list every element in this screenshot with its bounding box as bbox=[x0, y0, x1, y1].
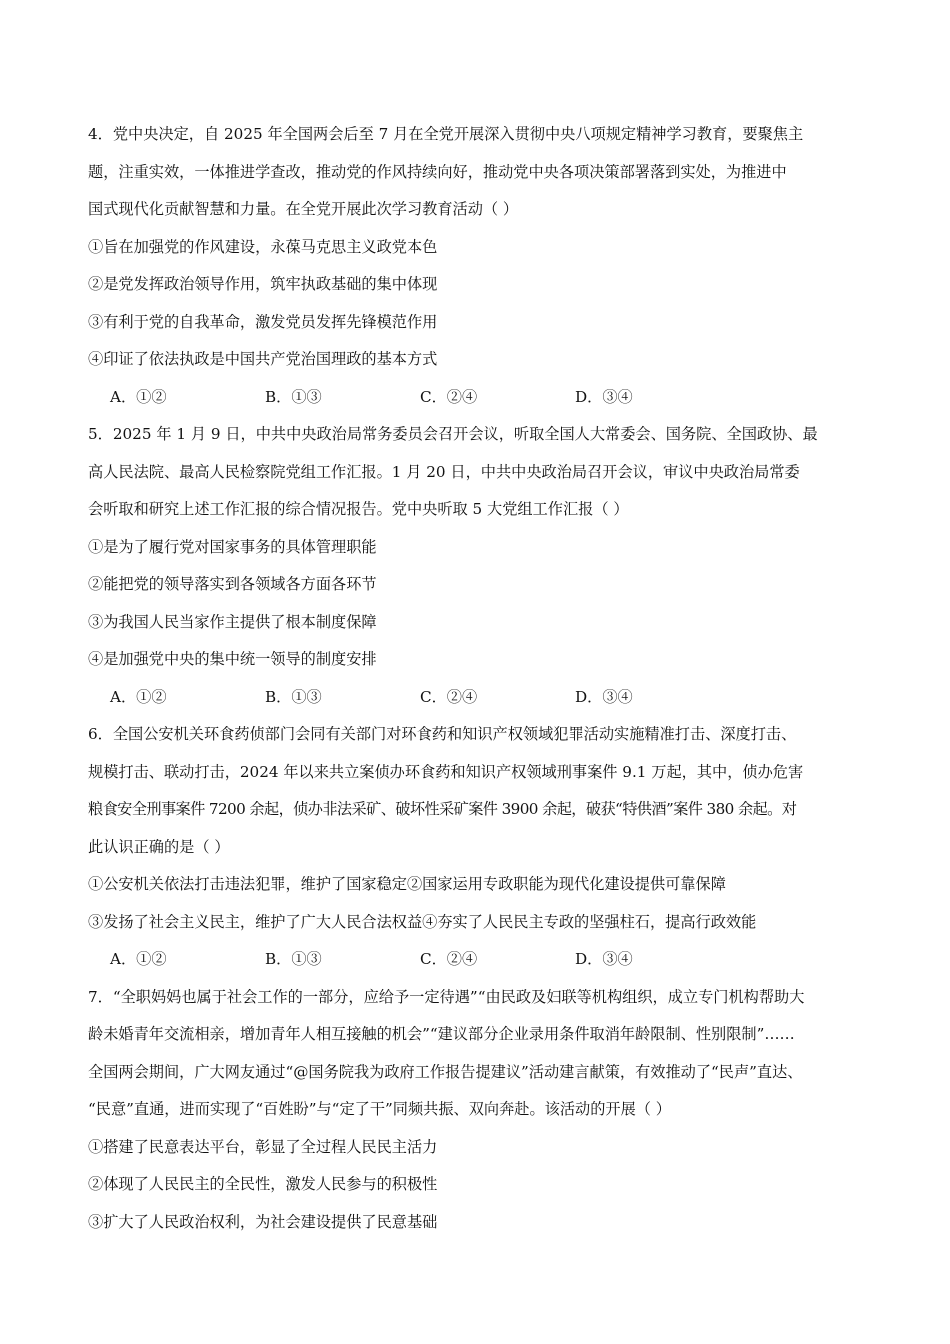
question-4-options bbox=[88, 379, 888, 417]
question-6-stem-line-2: 规模打击、联动打击，2024 年以来共立案侦办环食药和知识产权领域刑事案件 9.1 万起，其中，侦办危害 bbox=[88, 762, 804, 781]
question-6-option-a: A．①② bbox=[110, 950, 167, 968]
question-7-stem-line-3: 全国两会期间，广大网友通过“@国务院我为政府工作报告提建议”活动建言献策，有效推动了“民声”直达、 bbox=[88, 1062, 803, 1081]
question-5-option-a: A．①② bbox=[110, 687, 167, 706]
question-5-item-1: ①是为了履行党对国家事务的具体管理职能 bbox=[88, 537, 377, 556]
question-5-stem-line-1: 5．2025 年 1 月 9 日，中共中央政治局常务委员会召开会议，听取全国人大常委会、国务院、全国政协、最 bbox=[88, 425, 818, 443]
question-4-item-3: ③有利于党的自我革命，激发党员发挥先锋模范作用 bbox=[88, 312, 438, 331]
question-4-stem-line-3: 国式现代化贡献智慧和力量。在全党开展此次学习教育活动（ ） bbox=[88, 200, 519, 218]
question-4-option-d: D．③④ bbox=[575, 387, 633, 406]
question-7-item-3: ③扩大了人民政治权利，为社会建设提供了民意基础 bbox=[88, 1212, 438, 1231]
question-4-item-2: ②是党发挥政治领导作用，筑牢执政基础的集中体现 bbox=[88, 275, 438, 293]
question-5-option-c: C．②④ bbox=[420, 687, 478, 706]
question-7-stem-line-1: 7．“全职妈妈也属于社会工作的一部分，应给予一定待遇”“由民政及妇联等机构组织，成立专门机构帮助大 bbox=[88, 987, 805, 1006]
question-5-option-d: D．③④ bbox=[575, 687, 633, 706]
question-7-item-1: ①搭建了民意表达平台，彰显了全过程人民民主活力 bbox=[88, 1137, 438, 1156]
question-4-option-b: B．①③ bbox=[265, 387, 322, 406]
question-6-option-d: D．③④ bbox=[575, 950, 633, 968]
question-4-stem-line-1: 4．党中央决定，自 2025 年全国两会后至 7 月在全党开展深入贯彻中央八项规定精神学习教育，要聚焦主 bbox=[88, 125, 804, 143]
question-7-item-2: ②体现了人民民主的全民性，激发人民参与的积极性 bbox=[88, 1175, 438, 1193]
question-7 bbox=[88, 979, 888, 1242]
question-list bbox=[88, 116, 888, 1241]
question-4-stem-line-2: 题，注重实效，一体推进学查改，推动党的作风持续向好，推动党中央各项决策部署落到实处，为推进中 bbox=[88, 162, 787, 181]
question-6-item-1-2: ①公安机关依法打击违法犯罪，维护了国家稳定②国家运用专政职能为现代化建设提供可靠保障 bbox=[88, 875, 726, 893]
question-6-stem-line-4: 此认识正确的是（ ） bbox=[88, 837, 230, 856]
question-4-option-a: A．①② bbox=[110, 387, 167, 406]
question-6-options bbox=[88, 941, 888, 979]
question-7-stem-line-4: “民意”直通，进而实现了“百姓盼”与“定了干”同频共振、双向奔赴。该活动的开展（ ） bbox=[88, 1100, 671, 1118]
question-5-options bbox=[88, 679, 888, 717]
question-5-item-4: ④是加强党中央的集中统一领导的制度安排 bbox=[88, 650, 377, 668]
question-4-item-4: ④印证了依法执政是中国共产党治国理政的基本方式 bbox=[88, 350, 438, 368]
question-5-item-2: ②能把党的领导落实到各领域各方面各环节 bbox=[88, 575, 377, 593]
question-6-item-3-4: ③发扬了社会主义民主，维护了广大人民合法权益④夯实了人民民主专政的坚强柱石，提高行政效能 bbox=[88, 912, 757, 931]
question-6-option-c: C．②④ bbox=[420, 950, 478, 968]
question-5-stem-line-3: 会听取和研究上述工作汇报的综合情况报告。党中央听取 5 大党组工作汇报（ ） bbox=[88, 500, 629, 518]
question-4 bbox=[88, 116, 888, 416]
question-7-stem-line-2: 龄未婚青年交流相亲，增加青年人相互接触的机会”“建议部分企业录用条件取消年龄限制、性别限制”…… bbox=[88, 1025, 795, 1043]
question-5-option-b: B．①③ bbox=[265, 687, 322, 706]
question-6-option-b: B．①③ bbox=[265, 950, 322, 968]
question-4-option-c: C．②④ bbox=[420, 387, 478, 406]
question-5 bbox=[88, 416, 888, 716]
question-5-item-3: ③为我国人民当家作主提供了根本制度保障 bbox=[88, 612, 377, 631]
question-6-stem-line-3: 粮食安全刑事案件 7200 余起，侦办非法采矿、破坏性采矿案件 3900 余起，破获“特供酒”案件 380 余起。对 bbox=[88, 800, 797, 818]
question-6-stem-line-1: 6．全国公安机关环食药侦部门会同有关部门对环食药和知识产权领域犯罪活动实施精准打击、深度打击、 bbox=[88, 725, 797, 743]
question-4-item-1: ①旨在加强党的作风建设，永葆马克思主义政党本色 bbox=[88, 237, 438, 256]
question-5-stem-line-2: 高人民法院、最高人民检察院党组工作汇报。1 月 20 日，中共中央政治局召开会议，审议中央政治局常委 bbox=[88, 462, 800, 481]
question-6 bbox=[88, 716, 888, 979]
